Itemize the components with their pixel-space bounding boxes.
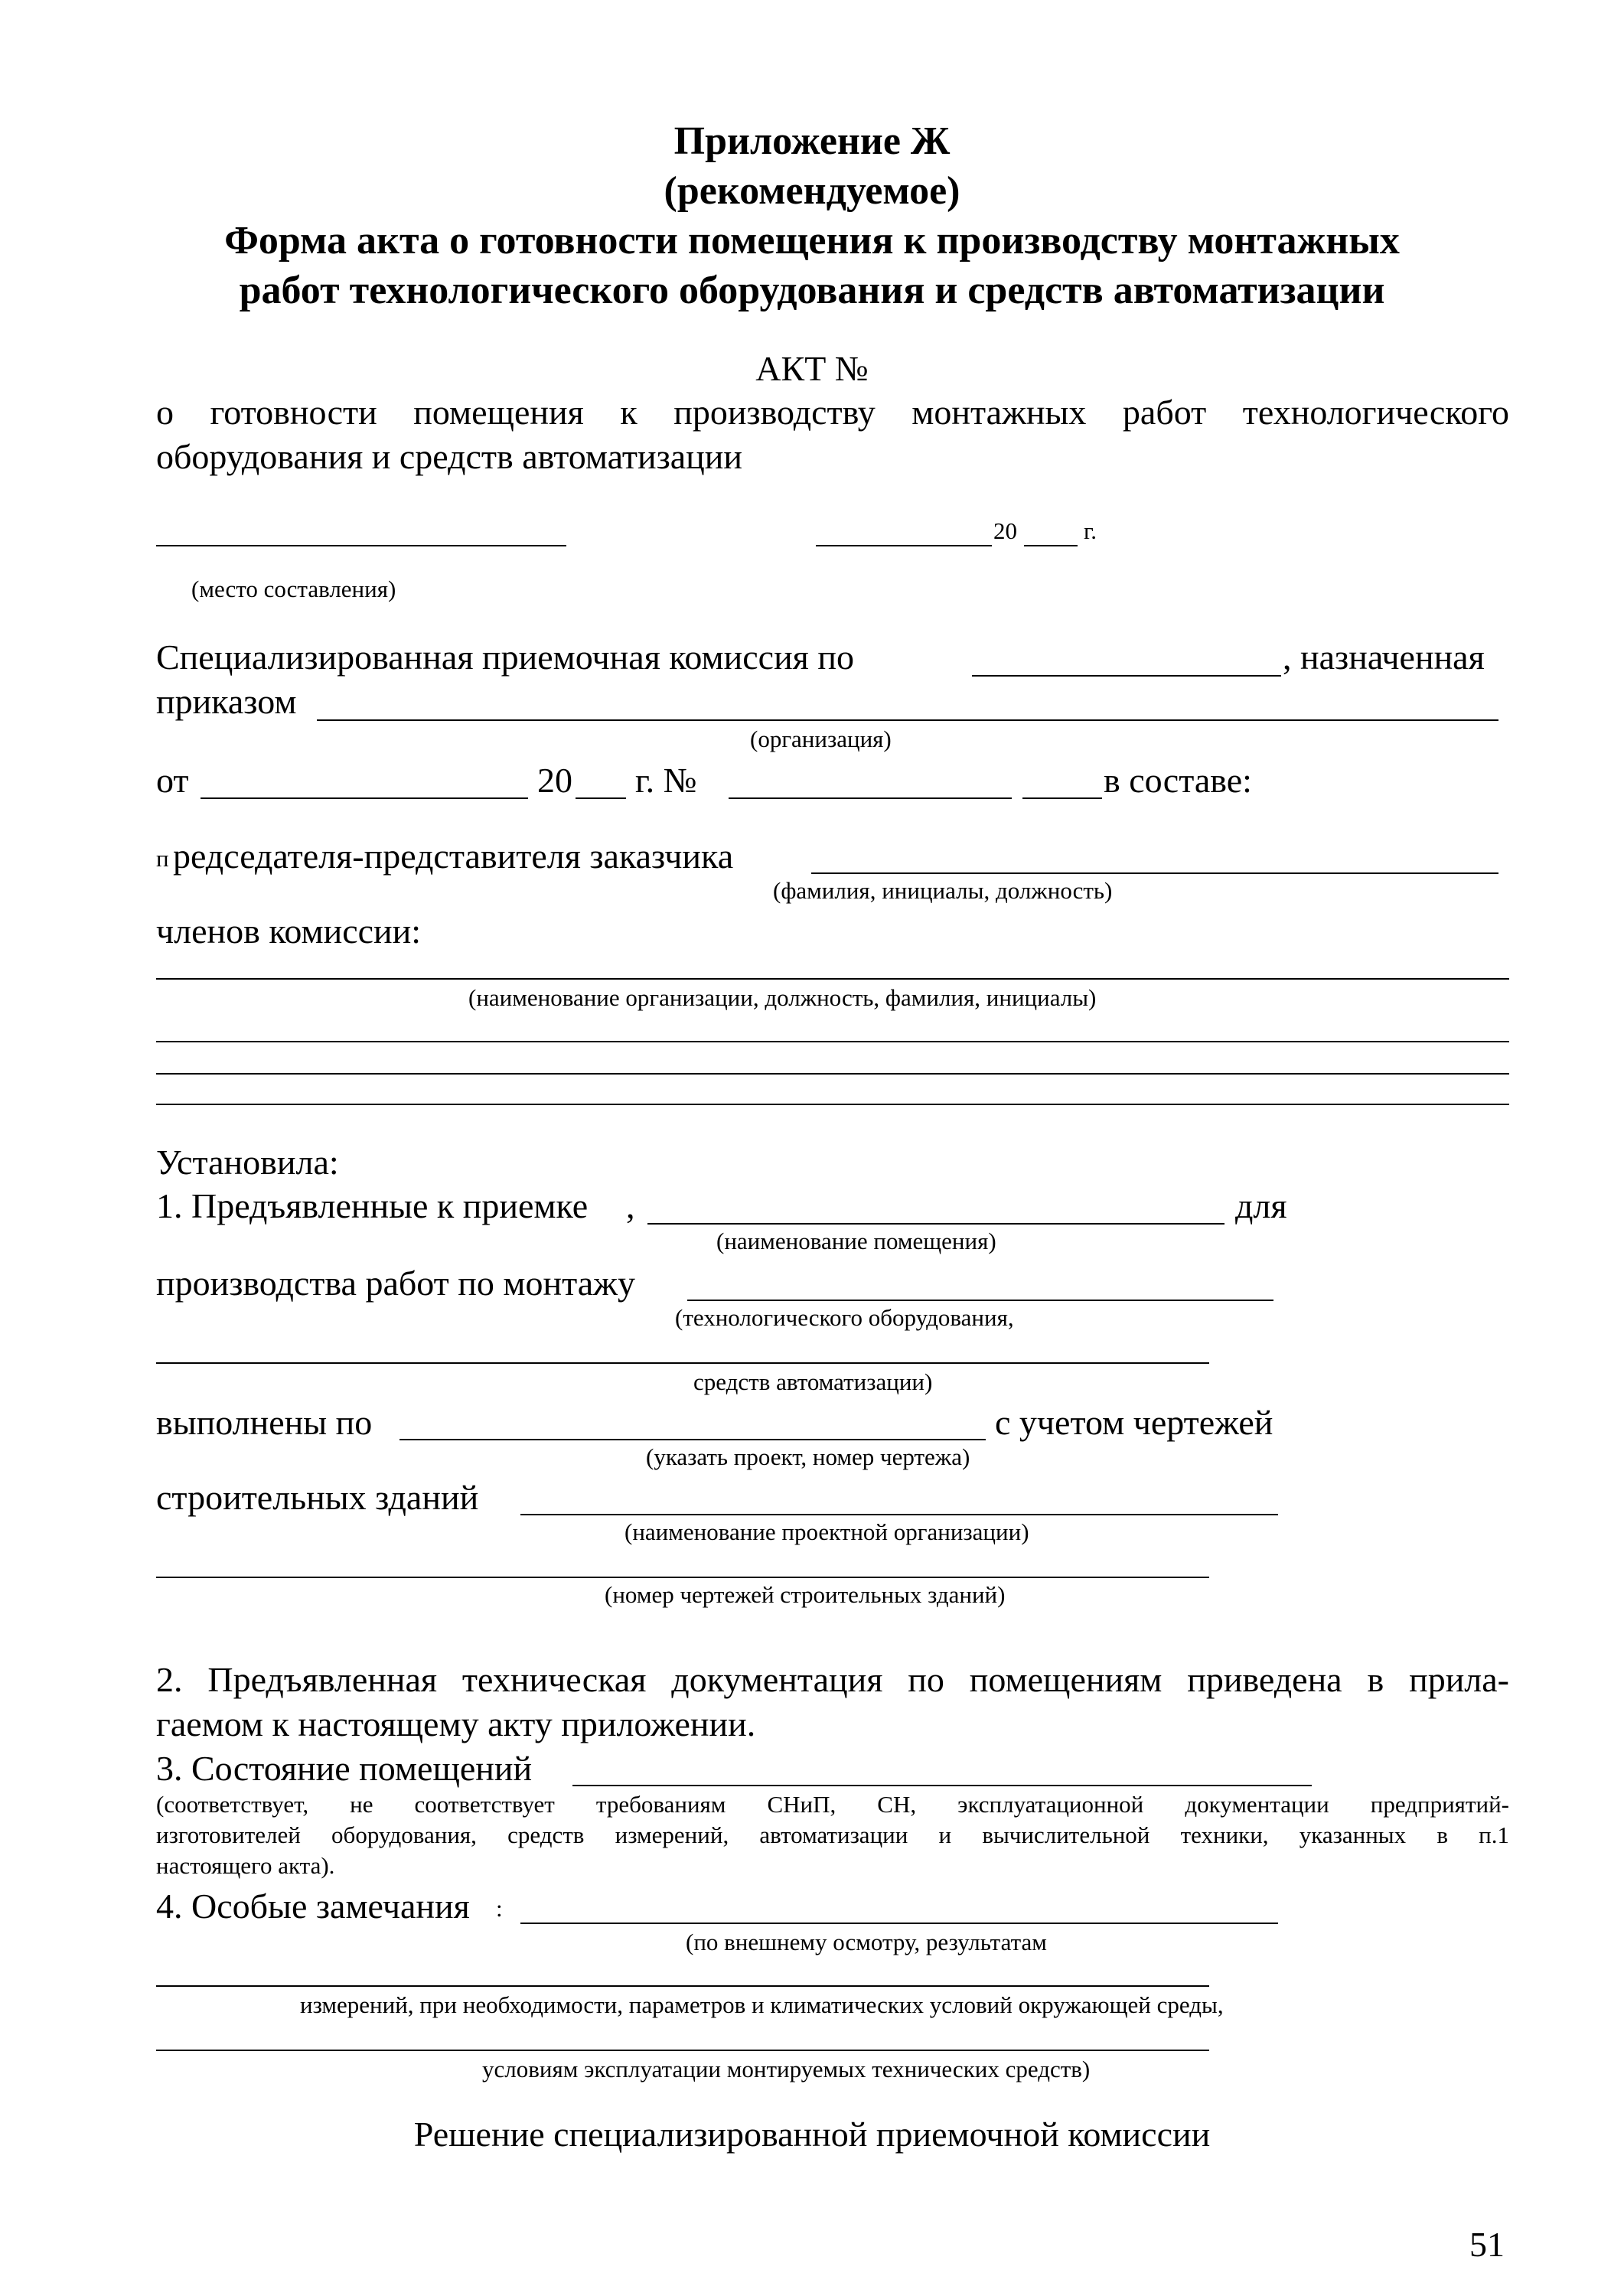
- commission-appointed: , назначенная: [1283, 638, 1485, 677]
- item2-line-1: 2. Предъявленная техническая документация по помещениям приведена в прила-: [156, 1660, 1509, 1699]
- premises-state-field[interactable]: [572, 1785, 1312, 1786]
- members-label: членов комиссии:: [156, 912, 422, 951]
- order-date-field[interactable]: [201, 797, 528, 799]
- order-label: приказом: [156, 682, 297, 721]
- item1-label: 1. Предъявленные к приемке: [156, 1186, 589, 1225]
- item1-for: для: [1235, 1186, 1287, 1225]
- appendix-status: (рекомендуемое): [664, 169, 960, 213]
- member-field-1[interactable]: [156, 978, 1509, 980]
- premises-hint: (наименование помещения): [716, 1228, 996, 1254]
- order-field[interactable]: [317, 719, 1498, 721]
- page-number: 51: [1469, 2225, 1505, 2264]
- project-field[interactable]: [399, 1439, 986, 1440]
- organization-hint: (организация): [750, 726, 892, 752]
- chair-field[interactable]: [811, 872, 1498, 874]
- mount-label: производства работ по монтажу: [156, 1264, 635, 1303]
- automation-field[interactable]: [156, 1362, 1209, 1364]
- item4-label: 4. Особые замечания: [156, 1887, 470, 1926]
- order-number-label: г. №: [635, 761, 697, 800]
- equipment-hint: (технологического оборудования,: [675, 1304, 1014, 1331]
- remarks-field-2[interactable]: [156, 1985, 1209, 1987]
- act-title: АКТ №: [755, 349, 869, 388]
- equipment-field[interactable]: [687, 1300, 1273, 1301]
- member-field-2[interactable]: [156, 1041, 1509, 1042]
- item4-hint-3: условиям эксплуатации монтируемых технических средств): [482, 2056, 1091, 2082]
- order-extra-field[interactable]: [1022, 797, 1102, 799]
- act-subtitle-line-1: о готовности помещения к производству монтажных работ технологического: [156, 393, 1509, 432]
- item3-label: 3. Состояние помещений: [156, 1749, 533, 1788]
- order-year-field[interactable]: [576, 797, 626, 799]
- project-hint: (указать проект, номер чертежа): [646, 1443, 970, 1470]
- chair-hint: (фамилия, инициалы, должность): [773, 877, 1113, 904]
- members-hint: (наименование организации, должность, фамилия, инициалы): [468, 984, 1097, 1011]
- date-year-suffix: г.: [1084, 517, 1097, 544]
- buildings-label: строительных зданий: [156, 1478, 479, 1517]
- appendix-title: Приложение Ж: [673, 119, 951, 163]
- item1-comma: ,: [626, 1186, 635, 1225]
- form-title-line-2: работ технологического оборудования и средств автоматизации: [239, 269, 1385, 312]
- automation-hint: средств автоматизации): [693, 1368, 933, 1395]
- date-year-prefix: 20: [993, 517, 1017, 544]
- established-title: Установила:: [156, 1143, 339, 1182]
- remarks-field[interactable]: [520, 1923, 1278, 1924]
- member-field-4[interactable]: [156, 1104, 1509, 1105]
- drawing-no-field[interactable]: [156, 1577, 1209, 1578]
- commission-field[interactable]: [972, 675, 1281, 677]
- decision-heading: Решение специализированной приемочной комиссии: [413, 2115, 1211, 2154]
- item3-hint-line-2: изготовителей оборудования, средств измерений, автоматизации и вычислительной техники, указанных в п.1: [156, 1821, 1509, 1848]
- item4-hint-1: (по внешнему осмотру, результатам: [686, 1929, 1047, 1955]
- item3-hint-line-3: настоящего акта).: [156, 1852, 335, 1879]
- composition-label: в составе:: [1104, 761, 1252, 800]
- place-field[interactable]: [156, 545, 566, 546]
- item4-colon: :: [496, 1895, 503, 1922]
- design-org-field[interactable]: [520, 1514, 1278, 1515]
- chair-prefix: п: [156, 845, 169, 872]
- item4-hint-2: измерений, при необходимости, параметров и климатических условий окружающей среды,: [300, 1991, 1224, 2018]
- from-label: от: [156, 761, 189, 800]
- form-title-line-1: Форма акта о готовности помещения к производству монтажных: [224, 219, 1400, 263]
- drawings-label: с учетом чертежей: [995, 1403, 1273, 1442]
- remarks-field-3[interactable]: [156, 2050, 1209, 2051]
- order-number-field[interactable]: [729, 797, 1012, 799]
- item2-line-2: гаемом к настоящему акту приложении.: [156, 1704, 756, 1743]
- order-year-prefix: 20: [537, 761, 572, 800]
- date-day-month-field[interactable]: [816, 545, 992, 546]
- member-field-3[interactable]: [156, 1073, 1509, 1075]
- date-year-field[interactable]: [1024, 545, 1078, 546]
- place-hint: (место составления): [191, 576, 396, 602]
- chair-label: редседателя-представителя заказчика: [173, 837, 734, 876]
- drawing-no-hint: (номер чертежей строительных зданий): [605, 1581, 1006, 1608]
- act-subtitle-line-2: оборудования и средств автоматизации: [156, 437, 743, 476]
- item3-hint-line-1: (соответствует, не соответствует требованиям СНиП, СН, эксплуатационной документации предприятий-: [156, 1791, 1509, 1818]
- design-org-hint: (наименование проектной организации): [624, 1518, 1029, 1545]
- commission-label: Специализированная приемочная комиссия по: [156, 638, 854, 677]
- done-label: выполнены по: [156, 1403, 373, 1442]
- premises-field[interactable]: [647, 1223, 1225, 1225]
